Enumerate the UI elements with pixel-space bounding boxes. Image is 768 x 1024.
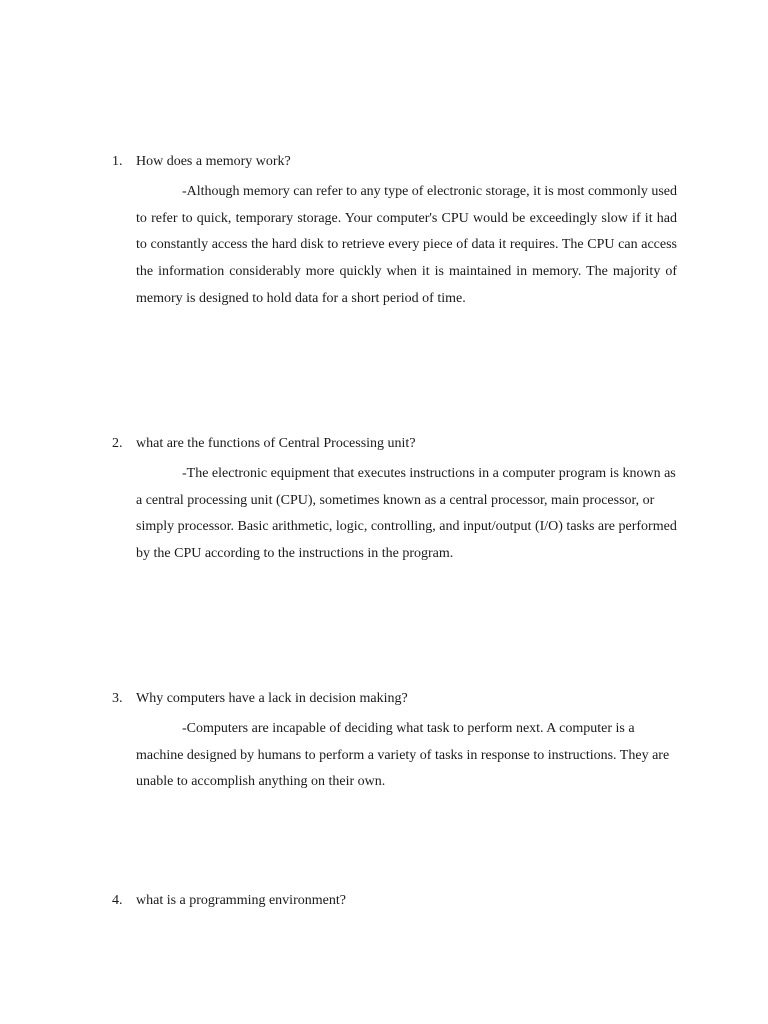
question-number: 2. — [112, 436, 123, 451]
answer-paragraph: -The electronic equipment that executes instructions in a computer program is known as a central processing unit (CPU), sometimes known as a central processor, main processor, or simply processor. Basic arithmetic, logic, controlling, and input/output (I/O) tasks are performed by the CPU according to the instructions in the program. — [136, 466, 677, 562]
question-text: what is a programming environment? — [136, 893, 346, 908]
question-heading — [0, 150, 768, 174]
question-heading — [0, 432, 768, 456]
answer-paragraph: -Computers are incapable of deciding what task to perform next. A computer is a machine designed by humans to perform a variety of tasks in response to instructions. They are unable to accomplish anything on their own. — [136, 721, 670, 790]
question-heading — [0, 687, 768, 711]
answer-paragraph: -Although memory can refer to any type of electronic storage, it is most commonly used to refer to quick, temporary storage. Your computer's CPU would be exceedingly slow if it had to constantly access the hard disk to retrieve every piece of data it requires. The CPU can access the information considerably more quickly when it is maintained in memory. The majority of memory is designed to hold data for a short period of time. — [136, 184, 677, 306]
question-number: 3. — [112, 691, 123, 706]
question-text: what are the functions of Central Processing unit? — [136, 436, 416, 451]
question-text: Why computers have a lack in decision making? — [136, 691, 408, 706]
question-text: How does a memory work? — [136, 154, 291, 169]
question-number: 4. — [112, 893, 123, 908]
question-number: 1. — [112, 154, 123, 169]
question-heading — [0, 889, 768, 913]
